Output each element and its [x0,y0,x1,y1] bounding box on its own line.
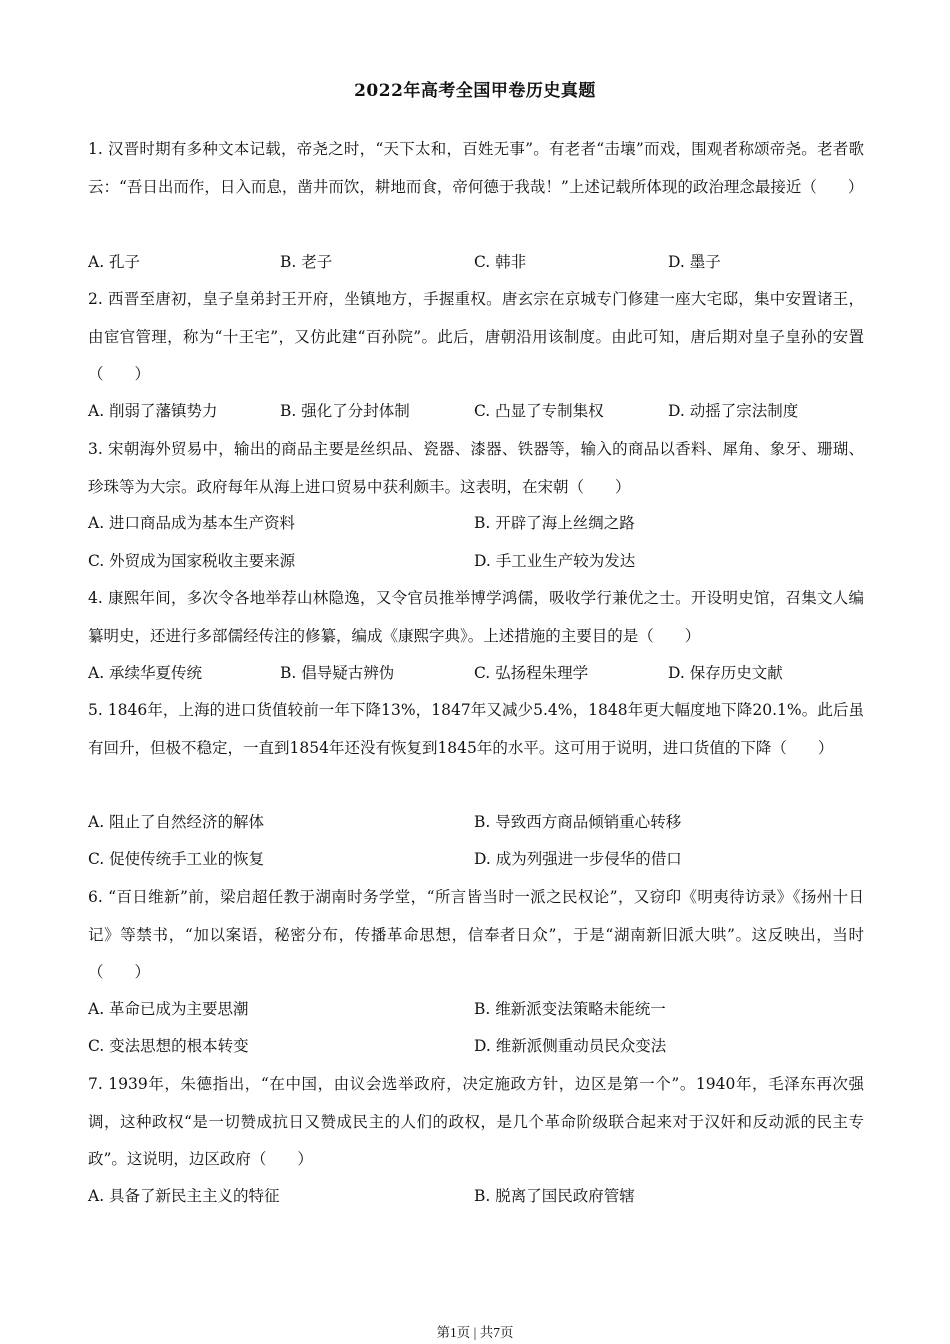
q3-option-b: B. 开辟了海上丝绸之路 [474,514,635,532]
question-5: 5. 1846年，上海的进口货值较前一年下降13%，1847年又减少5.4%，1848年更大幅度地下降20.1%。此后虽有回升，但极不稳定，一直到1854年还没有恢复到1845年的水平。这可用于说明，进口货值的下降（ ） [88,701,864,757]
q7-option-b: B. 脱离了国民政府管辖 [474,1187,635,1205]
q2-option-d: D. 动摇了宗法制度 [668,402,799,420]
question-6: 6. “百日维新”前，梁启超任教于湖南时务学堂，“所言皆当时一派之民权论”，又窃印《明夷待访录》《扬州十日记》等禁书，“加以案语，秘密分布，传播革命思想，信奉者日众”，于是“湖南新旧派大哄”。这反映出，当时（ ） [88,888,864,981]
q5-option-c: C. 促使传统手工业的恢复 [88,850,265,868]
q1-option-d: D. 墨子 [668,253,721,271]
q4-option-a: A. 承续华夏传统 [88,664,203,682]
q1-option-a: A. 孔子 [88,253,141,271]
page-footer: 第1页 | 共7页 [436,1325,514,1340]
q1-option-b: B. 老子 [280,253,333,271]
question-1: 1. 汉晋时期有多种文本记载，帝尧之时，“天下太和，百姓无事”。有老者“击壤”而戏，围观者称颂帝尧。老者歌云：“吾日出而作，日入而息，凿井而饮，耕地而食，帝何德于我哉！”上述记载所体现的政治理念最接近（ ） [88,140,864,196]
question-3: 3. 宋朝海外贸易中，输出的商品主要是丝织品、瓷器、漆器、铁器等，输入的商品以香料、犀角、象牙、珊瑚、珍珠等为大宗。政府每年从海上进口贸易中获利颇丰。这表明，在宋朝（ ） [88,440,864,496]
q5-option-d: D. 成为列强进一步侵华的借口 [474,850,682,868]
page-title: 2022年高考全国甲卷历史真题 [354,81,596,101]
q3-option-c: C. 外贸成为国家税收主要来源 [88,552,296,570]
q6-option-c: C. 变法思想的根本转变 [88,1037,249,1055]
q5-option-a: A. 阻止了自然经济的解体 [88,813,265,831]
q1-option-c: C. 韩非 [474,253,527,271]
q5-option-b: B. 导致西方商品倾销重心转移 [474,813,682,831]
question-7: 7. 1939年，朱德指出，“在中国，由议会选举政府，决定施政方针，边区是第一个”。1940年，毛泽东再次强调，这种政权“是一切赞成抗日又赞成民主的人们的政权，是几个革命阶级联合起来对于汉奸和反动派的民主专政”。这说明，边区政府（ ） [88,1075,864,1168]
q7-option-a: A. 具备了新民主主义的特征 [88,1187,280,1205]
q6-option-a: A. 革命已成为主要思潮 [88,1000,249,1018]
q4-option-d: D. 保存历史文献 [668,664,783,682]
q6-option-d: D. 维新派侧重动员民众变法 [474,1037,667,1055]
question-2: 2. 西晋至唐初，皇子皇弟封王开府，坐镇地方，手握重权。唐玄宗在京城专门修建一座大宅邸，集中安置诸王，由宦官管理，称为“十王宅”，又仿此建“百孙院”。此后，唐朝沿用该制度。由此可知，唐后期对皇子皇孙的安置（ ） [88,290,864,383]
q6-option-b: B. 维新派变法策略未能统一 [474,1000,666,1018]
q2-option-a: A. 削弱了藩镇势力 [88,402,218,420]
q4-option-b: B. 倡导疑古辨伪 [280,664,395,682]
q4-option-c: C. 弘扬程朱理学 [474,664,589,682]
q3-option-d: D. 手工业生产较为发达 [474,552,636,570]
q3-option-a: A. 进口商品成为基本生产资料 [88,514,296,532]
q2-option-b: B. 强化了分封体制 [280,402,410,420]
q2-option-c: C. 凸显了专制集权 [474,402,604,420]
question-4: 4. 康熙年间，多次令各地举荐山林隐逸，又令官员推举博学鸿儒，吸收学行兼优之士。开设明史馆，召集文人编纂明史，还进行多部儒经传注的修纂，编成《康熙字典》。上述措施的主要目的是（ ） [88,589,864,645]
